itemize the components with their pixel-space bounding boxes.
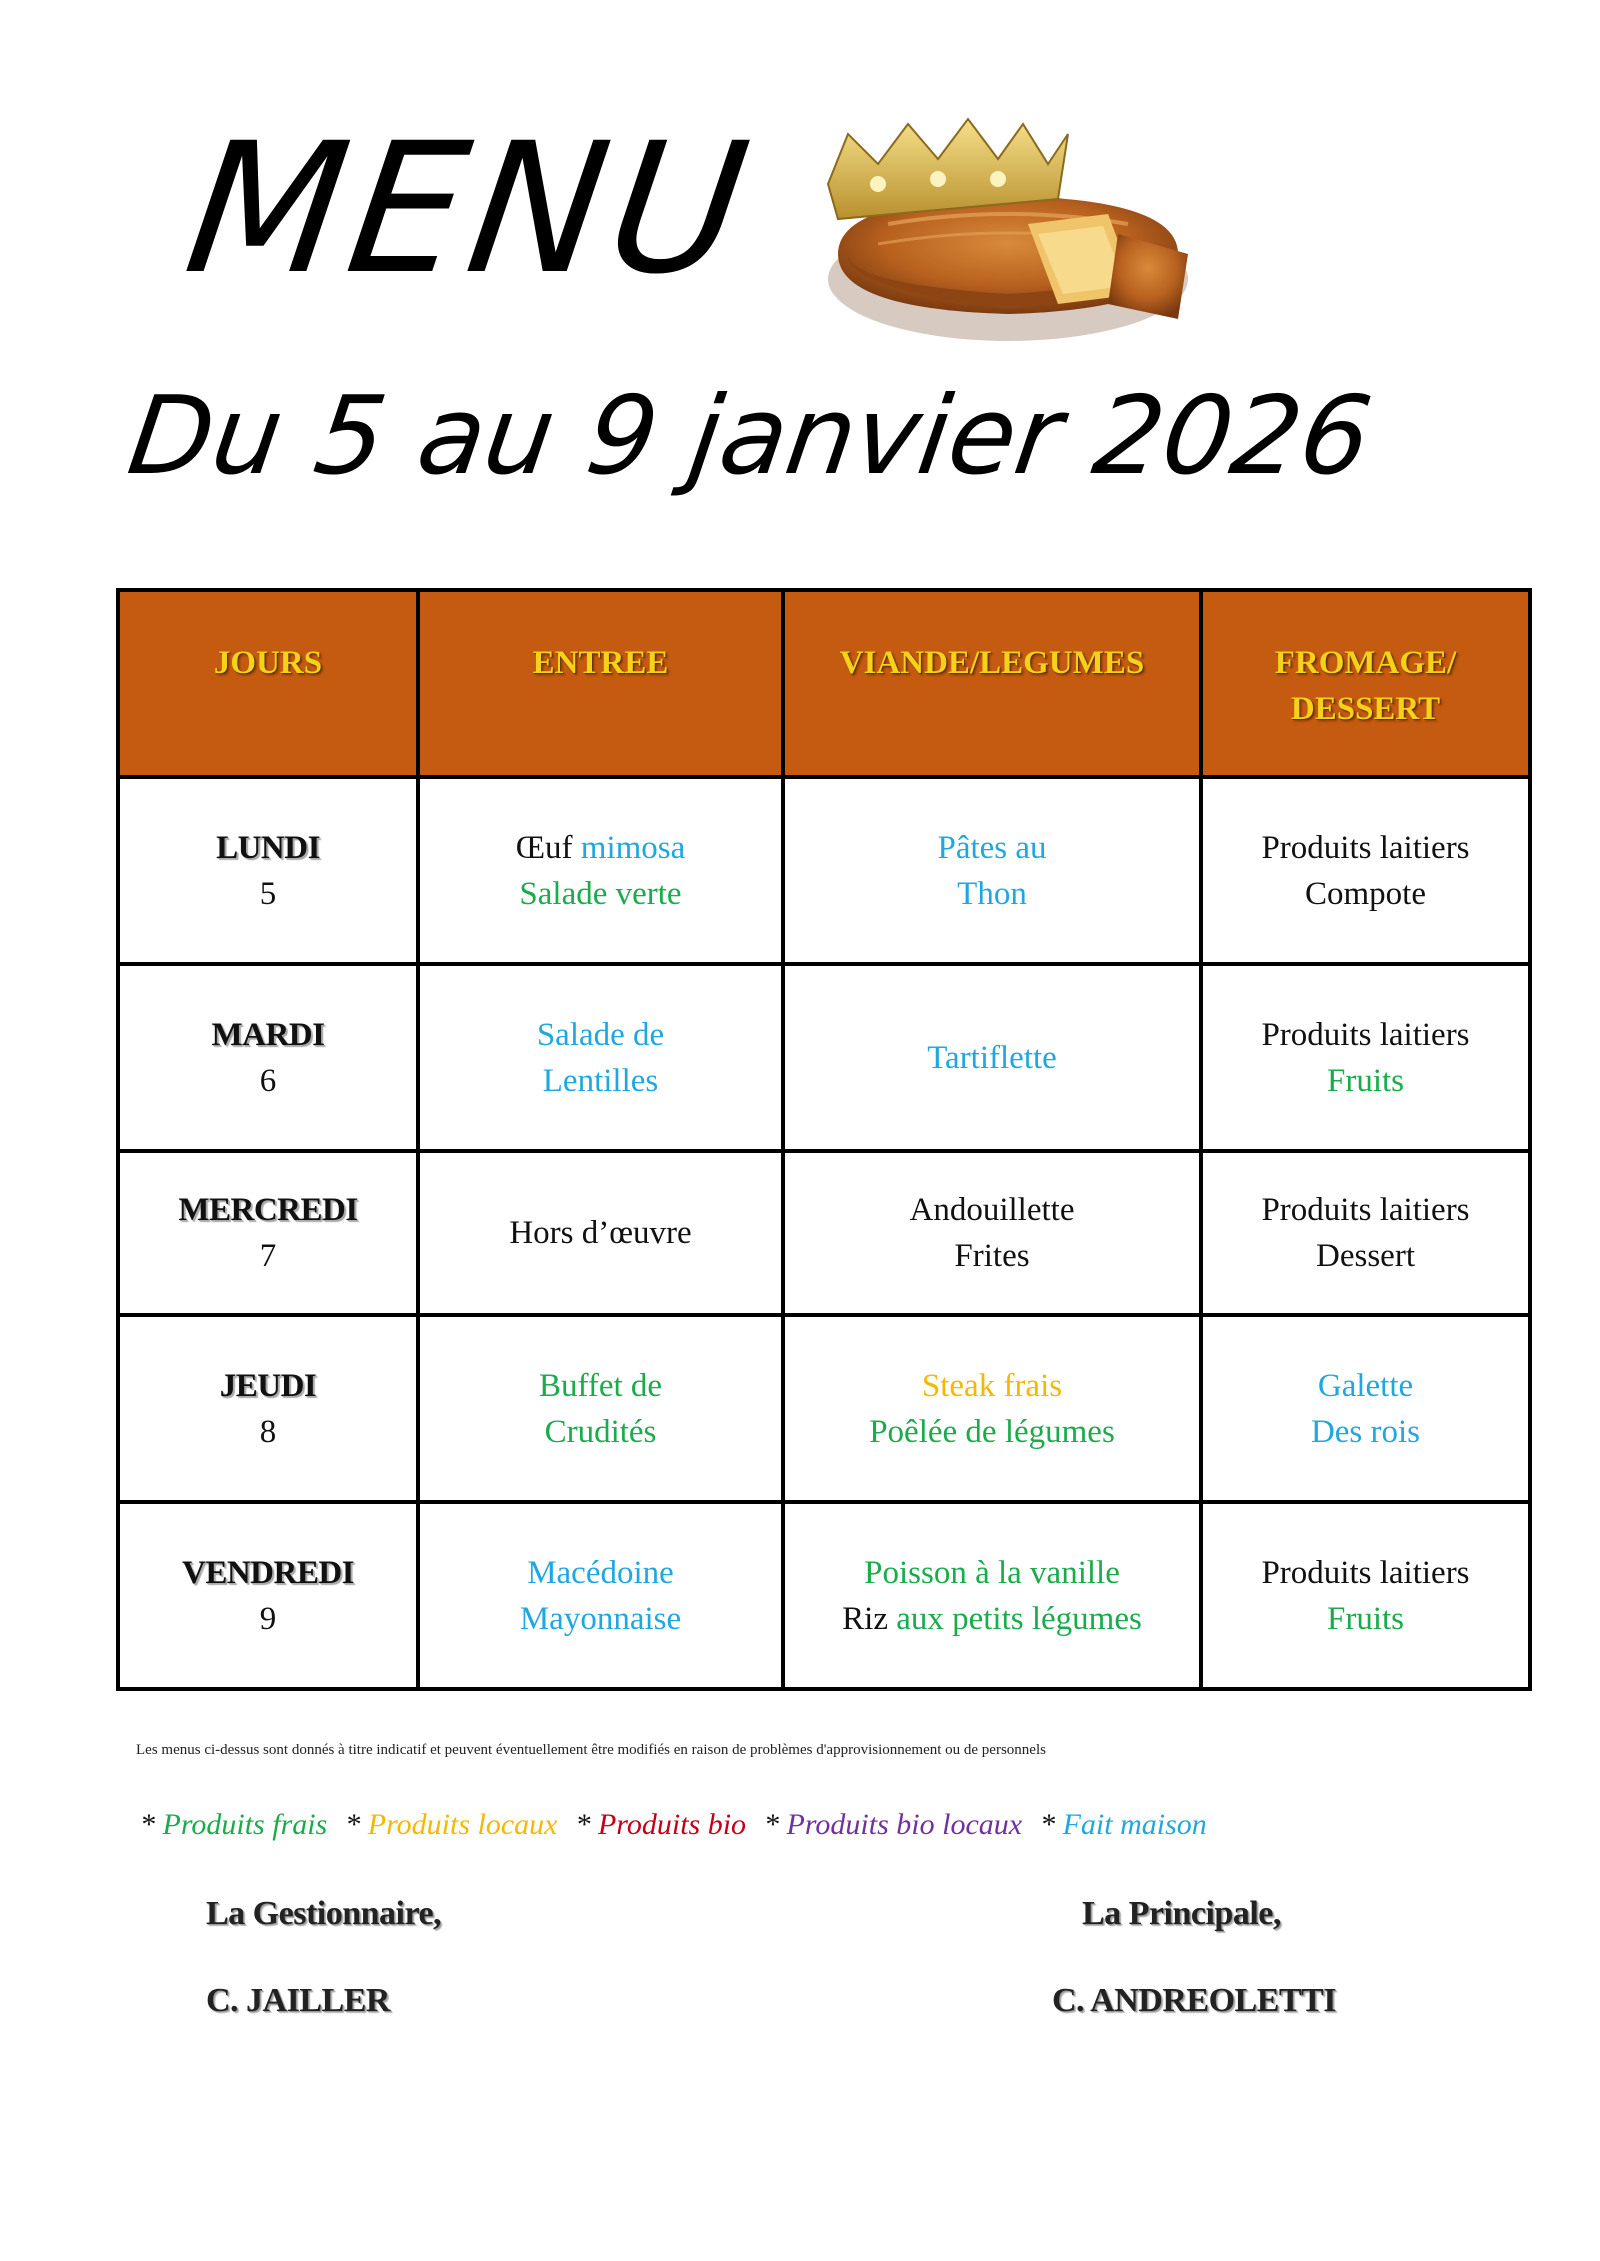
legend-label: Produits bio [597, 1808, 747, 1841]
menu-line [420, 1058, 781, 1104]
dessert-cell [1201, 1502, 1530, 1689]
menu-table [116, 588, 1532, 1691]
day-cell [118, 964, 418, 1151]
menu-text: Pâtes au [937, 829, 1047, 866]
legend-label: Produits locaux [367, 1808, 558, 1841]
day-number: 9 [259, 1600, 277, 1637]
day-number: 8 [259, 1413, 277, 1450]
day-cell [118, 1502, 418, 1689]
menu-line [785, 1187, 1199, 1233]
menu-text: Dessert [1316, 1238, 1415, 1274]
asterisk-icon: * [140, 1808, 163, 1841]
menu-line [420, 825, 781, 871]
header-jours: JOURS [118, 590, 418, 777]
legend-item [764, 1808, 1022, 1841]
entree-cell [418, 964, 783, 1151]
menu-line [785, 871, 1199, 917]
menu-line [420, 1409, 781, 1455]
menu-text: Salade de [536, 1016, 665, 1053]
disclaimer-text: Les menus ci-dessus sont donnés à titre indicatif et peuvent éventuellement être modifiés en raison de problèmes d'approvisionnement ou de personnels [136, 1742, 1046, 1758]
legend-label: Fait maison [1062, 1808, 1207, 1841]
menu-title: MENU [175, 105, 765, 314]
menu-text: Produits laitiers [1261, 1192, 1470, 1228]
menu-line [1203, 1058, 1528, 1104]
date-range-title: Du 5 au 9 janvier 2026 [121, 374, 1379, 499]
menu-text: Frites [954, 1238, 1030, 1274]
plat-cell [783, 777, 1201, 964]
menu-line [420, 1012, 781, 1058]
dessert-cell [1201, 1315, 1530, 1502]
dessert-cell [1201, 964, 1530, 1151]
entree-cell [418, 1502, 783, 1689]
signature-right-name: C. ANDREOLETTI [1052, 1982, 1336, 2019]
menu-line [1203, 1187, 1528, 1233]
menu-text: Compote [1305, 875, 1426, 912]
menu-text: Des rois [1310, 1413, 1421, 1450]
menu-text: Produits laitiers [1261, 829, 1470, 866]
menu-line [1203, 1363, 1528, 1409]
day-cell [118, 1151, 418, 1315]
menu-text: Thon [957, 875, 1027, 912]
day-number: 7 [259, 1238, 277, 1274]
entree-cell [418, 1315, 783, 1502]
menu-line [785, 1233, 1199, 1279]
signature-left-name: C. JAILLER [206, 1982, 390, 2019]
menu-line [1203, 871, 1528, 917]
legend-item [1040, 1808, 1207, 1841]
entree-cell [418, 777, 783, 964]
legend-item [575, 1808, 746, 1841]
legend-item [140, 1808, 327, 1841]
menu-text: Galette [1317, 1367, 1414, 1404]
legend-label: Produits bio locaux [786, 1808, 1023, 1841]
signature-left-role: La Gestionnaire, [206, 1895, 442, 1932]
plat-cell [783, 1502, 1201, 1689]
galette-des-rois-image [808, 104, 1208, 354]
menu-text: Steak frais [921, 1367, 1063, 1404]
menu-text: Produits laitiers [1261, 1554, 1470, 1591]
asterisk-icon: * [764, 1808, 787, 1841]
menu-line [420, 1210, 781, 1256]
menu-line [1203, 1596, 1528, 1642]
day-number: 6 [259, 1062, 277, 1099]
menu-line [420, 1550, 781, 1596]
menu-text: Salade verte [519, 875, 682, 912]
menu-line [785, 1035, 1199, 1081]
menu-line [1203, 1012, 1528, 1058]
menu-text: Buffet de [538, 1367, 663, 1404]
menu-line [1203, 1550, 1528, 1596]
menu-line [785, 1596, 1199, 1642]
legend-item [345, 1808, 557, 1841]
dessert-cell [1201, 777, 1530, 964]
menu-text: Poêlée de légumes [869, 1413, 1115, 1450]
menu-line [1203, 1233, 1528, 1279]
plat-cell [783, 964, 1201, 1151]
table-row [118, 777, 1530, 964]
day-name: LUNDI [216, 829, 320, 866]
day-name: MERCREDI [178, 1192, 358, 1228]
header-fromage-dessert: FROMAGE/ DESSERT [1201, 590, 1530, 777]
signature-right-role: La Principale, [1082, 1895, 1281, 1932]
menu-text: Fruits [1326, 1062, 1405, 1099]
table-row [118, 1151, 1530, 1315]
menu-text: Andouillette [909, 1192, 1075, 1228]
table-row [118, 1315, 1530, 1502]
menu-line [785, 1409, 1199, 1455]
menu-line [1203, 1409, 1528, 1455]
table-row [118, 1502, 1530, 1689]
menu-text: Mayonnaise [519, 1600, 682, 1637]
menu-text: Tartiflette [927, 1039, 1057, 1076]
menu-line [785, 825, 1199, 871]
menu-line [785, 1363, 1199, 1409]
day-name: MARDI [211, 1016, 325, 1053]
table-header-row [118, 590, 1530, 777]
legend [140, 1808, 1225, 1842]
legend-label: Produits frais [162, 1808, 328, 1841]
table-row [118, 964, 1530, 1151]
plat-cell [783, 1151, 1201, 1315]
menu-text: aux petits légumes [896, 1600, 1142, 1637]
menu-text: Macédoine [527, 1554, 674, 1591]
day-number: 5 [259, 875, 277, 912]
menu-text: Œuf [515, 829, 581, 866]
menu-line [420, 871, 781, 917]
menu-text: Poisson à la vanille [864, 1554, 1120, 1591]
menu-text: Fruits [1326, 1600, 1405, 1637]
header-entree: ENTREE [418, 590, 783, 777]
menu-line [420, 1363, 781, 1409]
day-name: VENDREDI [181, 1554, 355, 1591]
menu-line [785, 1550, 1199, 1596]
plat-cell [783, 1315, 1201, 1502]
menu-text: Crudités [544, 1413, 657, 1450]
menu-text: Lentilles [542, 1062, 659, 1099]
menu-text: Hors d’œuvre [509, 1215, 692, 1251]
asterisk-icon: * [575, 1808, 598, 1841]
menu-text: mimosa [580, 829, 686, 866]
day-cell [118, 777, 418, 964]
header-viande-legumes: VIANDE/LEGUMES [783, 590, 1201, 777]
menu-line [420, 1596, 781, 1642]
day-cell [118, 1315, 418, 1502]
entree-cell [418, 1151, 783, 1315]
day-name: JEUDI [219, 1367, 317, 1404]
menu-text: Produits laitiers [1261, 1016, 1470, 1053]
menu-line [1203, 825, 1528, 871]
dessert-cell [1201, 1151, 1530, 1315]
menu-text: Riz [842, 1600, 897, 1637]
asterisk-icon: * [345, 1808, 368, 1841]
asterisk-icon: * [1040, 1808, 1063, 1841]
